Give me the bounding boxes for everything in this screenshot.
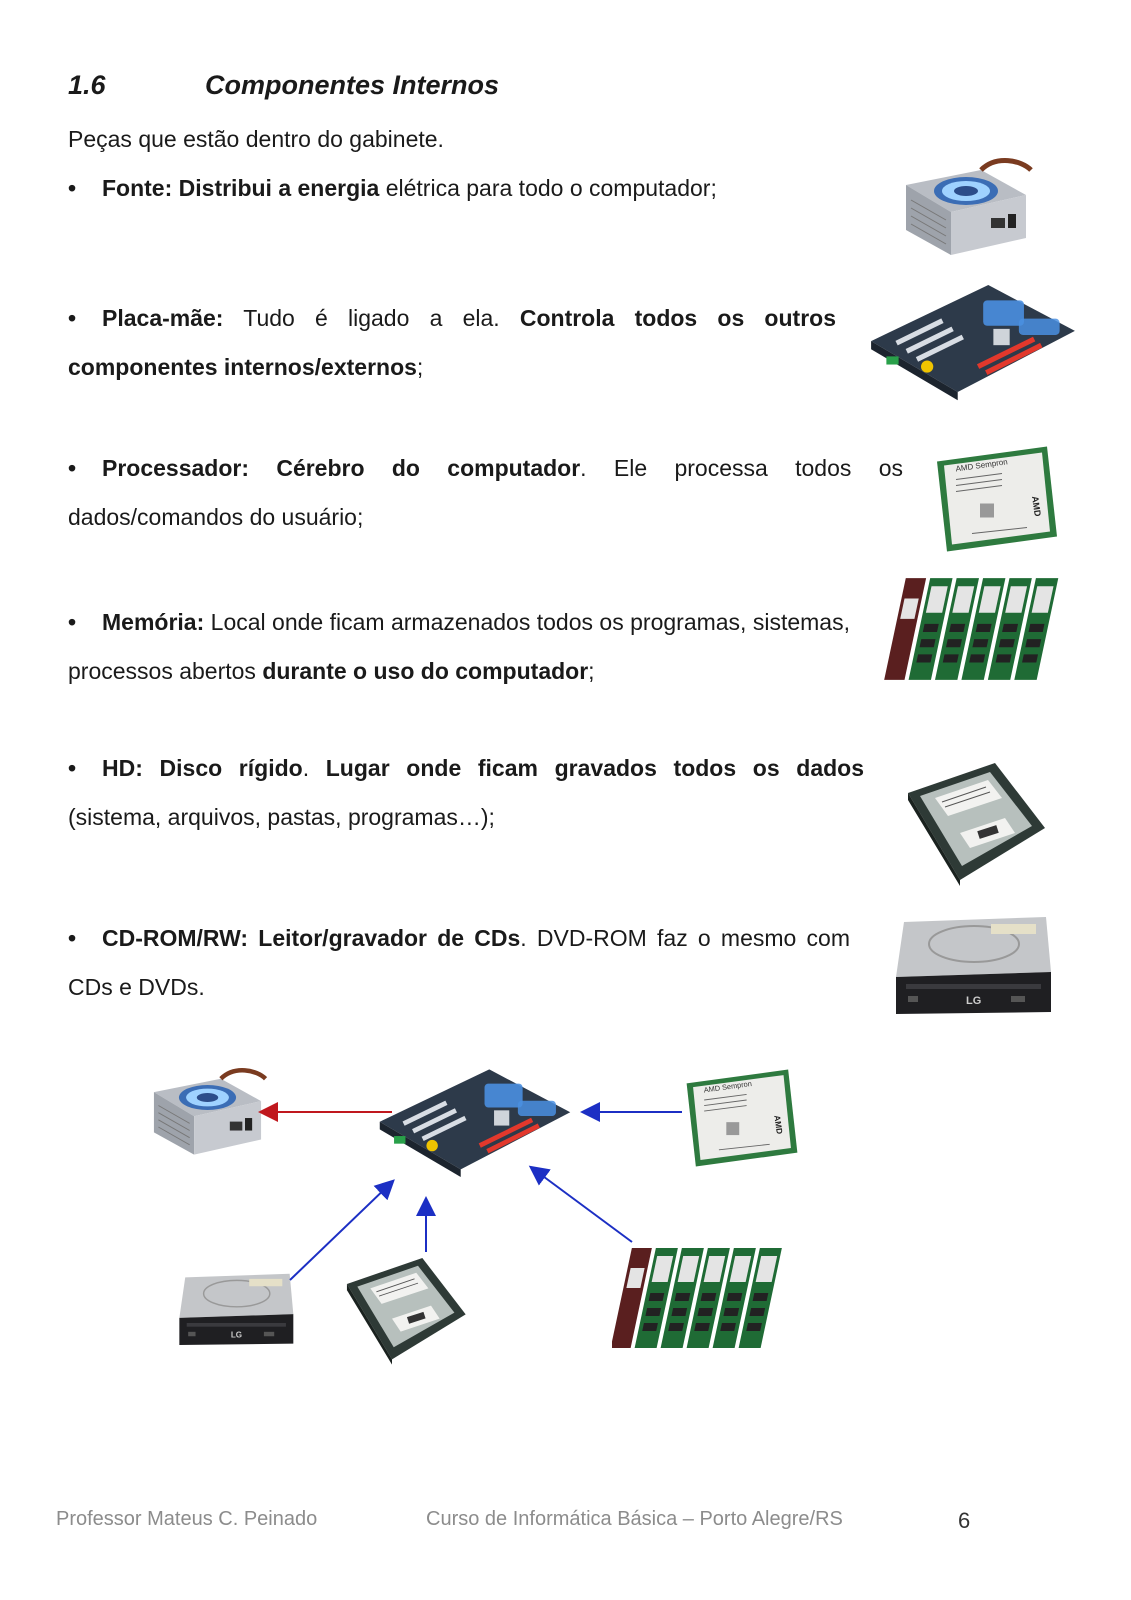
- list-item-cd-rom: [68, 914, 850, 1012]
- section-heading: [68, 70, 499, 101]
- arrow-from-memory: [532, 1168, 632, 1242]
- diagram-cd-rom-drive: [179, 1274, 293, 1345]
- item-text: Local onde ficam armazenados todos os programas, sistemas, processos abertos: [68, 609, 850, 684]
- cd-rom-drive-image: [886, 912, 1056, 1022]
- list-item-processador: [68, 444, 903, 542]
- item-text-2: (sistema, arquivos, pastas, programas…);: [68, 804, 495, 830]
- item-bold-2: durante o uso do computador: [262, 658, 589, 684]
- section-number: 1.6: [68, 70, 106, 100]
- bullet: •: [68, 755, 77, 781]
- item-text: . DVD-ROM faz o mesmo com CDs e DVDs.: [68, 925, 850, 1000]
- item-text: . Ele processa todos os dados/comandos do usuário;: [68, 455, 903, 530]
- bullet: •: [68, 175, 77, 201]
- diagram-hard-disk: [347, 1258, 466, 1365]
- item-text: Tudo é ligado a ela.: [223, 305, 520, 331]
- processor-image: [932, 440, 1062, 558]
- diagram-memory: [611, 1248, 782, 1348]
- footer-author: Professor Mateus C. Peinado: [56, 1508, 318, 1530]
- bullet: •: [68, 305, 77, 331]
- list-item-placa-mae: [68, 294, 836, 392]
- arrow-from-cd-rom: [290, 1182, 392, 1280]
- page-number: 6: [958, 1508, 971, 1533]
- item-bold: CD-ROM/RW: Leitor/gravador de CDs: [102, 925, 521, 951]
- footer-course: Curso de Informática Básica – Porto Alegre/RS: [426, 1508, 843, 1530]
- item-bold: HD: Disco rígido: [102, 755, 303, 781]
- list-item-hd: [68, 744, 864, 842]
- section-title: Componentes Internos: [205, 70, 500, 100]
- item-bold: Fonte: Distribui a energia: [102, 175, 380, 201]
- item-text: .: [302, 755, 326, 781]
- hard-disk-image: [900, 758, 1050, 888]
- bullet: •: [68, 925, 77, 951]
- item-bold: Placa-mãe:: [102, 305, 224, 331]
- item-bold: Memória:: [102, 609, 205, 635]
- item-text-2: ;: [416, 354, 424, 380]
- list-item-fonte: [68, 164, 868, 213]
- memory-image: [884, 568, 1060, 690]
- diagram-processor: [687, 1070, 798, 1167]
- item-bold-2: Controla todos os outros componentes internos/externos: [68, 305, 836, 380]
- power-supply-image: [896, 150, 1036, 260]
- diagram-motherboard: [380, 1069, 570, 1177]
- motherboard-image: [866, 268, 1080, 404]
- item-bold-2: Lugar onde ficam gravados todos os dados: [325, 755, 865, 781]
- list-item-memoria: [68, 598, 850, 696]
- diagram-power-supply: [154, 1070, 266, 1154]
- bullet: •: [68, 455, 77, 481]
- item-bold: Processador: Cérebro do computador: [102, 455, 581, 481]
- bullet: •: [68, 609, 77, 635]
- item-text: elétrica para todo o computador;: [379, 175, 717, 201]
- item-text-2: ;: [588, 658, 595, 684]
- intro-text: Peças que estão dentro do gabinete.: [68, 126, 444, 152]
- components-diagram: [0, 1040, 1131, 1390]
